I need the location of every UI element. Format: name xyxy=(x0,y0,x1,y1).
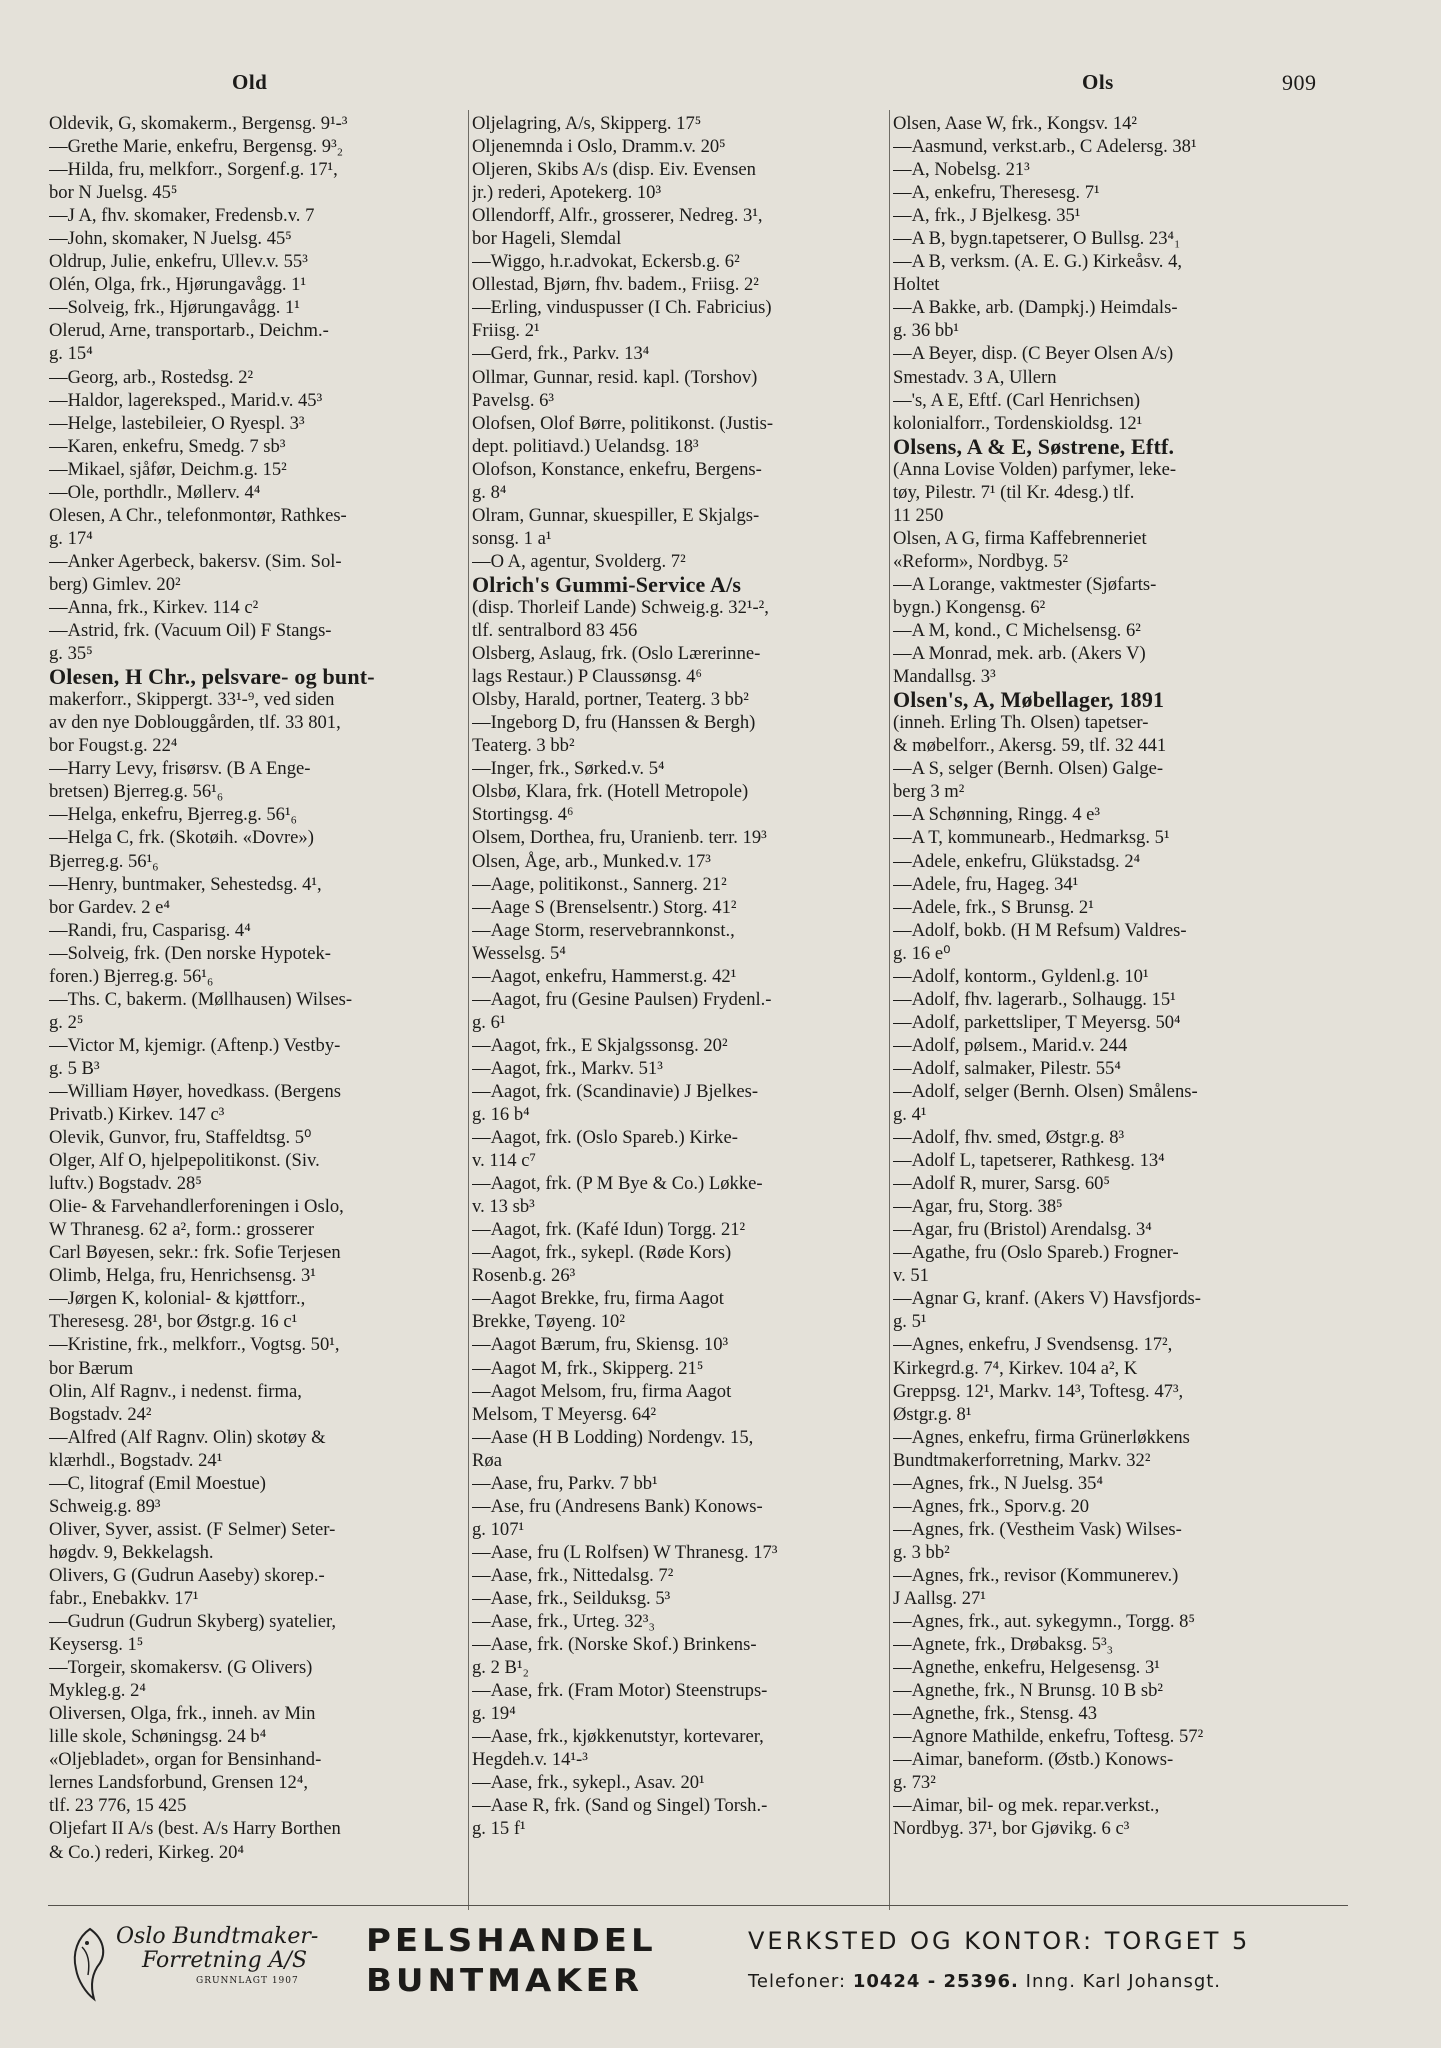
directory-entry-line: Privatb.) Kirkev. 147 c³ xyxy=(49,1104,225,1126)
directory-entry-line: —A, frk., J Bjelkesg. 35¹ xyxy=(893,205,1081,227)
directory-entry-line: Bogstadv. 24² xyxy=(49,1403,152,1425)
directory-entry-line: —Adolf, kontorm., Gyldenl.g. 10¹ xyxy=(893,965,1149,987)
directory-entry-line: —Harry Levy, frisørsv. (B A Enge- xyxy=(49,758,311,780)
directory-entry-line: —Agnes, frk., aut. sykegymn., Torgg. 8⁵ xyxy=(893,1611,1195,1633)
directory-entry-line: Olrich's Gummi-Service A/s xyxy=(472,571,742,597)
directory-entry-line: Holtet xyxy=(893,274,940,296)
directory-entry-line: —Aagot, frk. (Scandinavie) J Bjelkes- xyxy=(472,1080,759,1102)
directory-entry-line: —C, litograf (Emil Moestue) xyxy=(49,1472,266,1494)
directory-entry-line: —Aagot Bærum, fru, Skiensg. 10³ xyxy=(472,1334,729,1356)
directory-entry-line: tlf. sentralbord 83 456 xyxy=(472,620,638,642)
directory-entry-line: —Agnar G, kranf. (Akers V) Havsfjords- xyxy=(893,1288,1201,1310)
directory-entry-line: Olivers, G (Gudrun Aaseby) skorep.- xyxy=(49,1564,325,1586)
directory-entry-line: —Adele, fru, Hageg. 34¹ xyxy=(893,873,1079,895)
directory-entry-line: foren.) Bjerreg.g. 56¹₆ xyxy=(49,965,214,987)
directory-entry-line: g. 16 e⁰ xyxy=(893,942,951,964)
logo-line-1: Oslo Bundtmaker- xyxy=(116,1924,319,1949)
directory-entry-line: Olin, Alf Ragnv., i nedenst. firma, xyxy=(49,1380,302,1402)
directory-entry-line: —A B, bygn.tapetserer, O Bullsg. 23⁴₁ xyxy=(893,228,1181,250)
directory-entry-line: g. 15⁴ xyxy=(49,343,93,365)
directory-entry-line: —Hilda, fru, melkforr., Sorgenf.g. 17¹, xyxy=(49,159,338,181)
directory-entry-line: Olofsen, Olof Børre, politikonst. (Justis- xyxy=(472,412,774,434)
directory-entry-line: —A T, kommunearb., Hedmarksg. 5¹ xyxy=(893,827,1170,849)
directory-entry-line: —Aase, frk., Nittedalsg. 7² xyxy=(472,1564,674,1586)
directory-entry-line: Olsem, Dorthea, fru, Uranienb. terr. 19³ xyxy=(472,827,767,849)
directory-entry-line: Keysersg. 1⁵ xyxy=(49,1634,144,1656)
directory-entry-line: lille skole, Schøningsg. 24 b⁴ xyxy=(49,1726,267,1748)
directory-entry-line: —Helga C, frk. (Skotøih. «Dovre») xyxy=(49,827,314,849)
directory-entry-line: høgdv. 9, Bekkelagsh. xyxy=(49,1541,214,1563)
directory-entry-line: —Ase, fru (Andresens Bank) Konows- xyxy=(472,1495,763,1517)
directory-entry-line: —Agnethe, frk., Stensg. 43 xyxy=(893,1703,1097,1725)
directory-entry-line: Kirkegrd.g. 7⁴, Kirkev. 104 a², K xyxy=(893,1357,1138,1379)
directory-entry-line: —Agnete, frk., Drøbaksg. 5³₃ xyxy=(893,1634,1114,1656)
directory-entry-line: Olsens, A & E, Søstrene, Eftf. xyxy=(893,433,1175,459)
directory-entry-line: sonsg. 1 a¹ xyxy=(472,527,552,549)
directory-entry-line: Ollendorff, Alfr., grosserer, Nedreg. 3¹, xyxy=(472,205,763,227)
directory-entry-line: v. 51 xyxy=(893,1265,929,1287)
directory-entry-line: —Aasmund, verkst.arb., C Adelersg. 38¹ xyxy=(893,136,1197,158)
directory-entry-line: —Agnes, frk., N Juelsg. 35⁴ xyxy=(893,1472,1103,1494)
directory-entry-line: —Aase, fru (L Rolfsen) W Thranesg. 17³ xyxy=(472,1541,778,1563)
directory-entry-line: —Karen, enkefru, Smedg. 7 sb³ xyxy=(49,435,286,457)
directory-entry-line: —Wiggo, h.r.advokat, Eckersb.g. 6² xyxy=(472,251,740,273)
directory-entry-line: Østgr.g. 8¹ xyxy=(893,1403,972,1425)
directory-column-1 xyxy=(49,112,481,1864)
directory-entry-line: g. 2 B¹₂ xyxy=(472,1657,529,1679)
directory-entry-line: —Aimar, bil- og mek. repar.verkst., xyxy=(893,1795,1160,1817)
directory-entry-line: Theresesg. 28¹, bor Østgr.g. 16 c¹ xyxy=(49,1311,298,1333)
directory-entry-line: —Adolf, selger (Bernh. Olsen) Smålens- xyxy=(893,1080,1198,1102)
directory-entry-line: g. 3 bb² xyxy=(893,1541,950,1563)
directory-entry-line: —A, Nobelsg. 21³ xyxy=(893,159,1030,181)
directory-entry-line: —A Schønning, Ringg. 4 e³ xyxy=(893,804,1101,826)
advert-pelshandel: PELSHANDEL xyxy=(366,1922,657,1960)
directory-entry-line: —Adolf, salmaker, Pilestr. 55⁴ xyxy=(893,1057,1121,1079)
directory-entry-line: —Helga, enkefru, Bjerreg.g. 56¹₆ xyxy=(49,804,298,826)
directory-entry-line: tlf. 23 776, 15 425 xyxy=(49,1795,187,1817)
directory-entry-line: bor Hageli, Slemdal xyxy=(472,228,622,250)
directory-entry-line: g. 17⁴ xyxy=(49,527,93,549)
directory-entry-line: Olimb, Helga, fru, Henrichsensg. 3¹ xyxy=(49,1265,316,1287)
directory-entry-line: —Erling, vinduspusser (I Ch. Fabricius) xyxy=(472,297,772,319)
directory-entry-line: —Agnethe, frk., N Brunsg. 10 B sb² xyxy=(893,1680,1163,1702)
advert-phone-line xyxy=(748,1971,1221,1992)
directory-entry-line: luftv.) Bogstadv. 28⁵ xyxy=(49,1173,202,1195)
directory-entry-line: —J A, fhv. skomaker, Fredensb.v. 7 xyxy=(49,205,315,227)
directory-entry-line: —Adele, enkefru, Glükstadsg. 2⁴ xyxy=(893,850,1141,872)
directory-entry-line: Bundtmakerforretning, Markv. 32² xyxy=(893,1449,1151,1471)
directory-entry-line: —Gerd, frk., Parkv. 13⁴ xyxy=(472,343,650,365)
entrance-note: Inng. Karl Johansgt. xyxy=(1025,1971,1222,1992)
advert-address: VERKSTED OG KONTOR: TORGET 5 xyxy=(748,1927,1251,1955)
directory-entry-line: Oldrup, Julie, enkefru, Ullev.v. 55³ xyxy=(49,251,308,273)
directory-entry-line: lernes Landsforbund, Grensen 12⁴, xyxy=(49,1772,308,1794)
directory-entry-line: Oljefart II A/s (best. A/s Harry Borthen xyxy=(49,1818,341,1840)
directory-entry-line: g. 107¹ xyxy=(472,1518,525,1540)
directory-entry-line: Nordbyg. 37¹, bor Gjøvikg. 6 c³ xyxy=(893,1818,1130,1840)
directory-entry-line: g. 5¹ xyxy=(893,1311,927,1333)
directory-entry-line: —A M, kond., C Michelsensg. 6² xyxy=(893,620,1141,642)
directory-entry-line: —Agnes, frk. (Vestheim Vask) Wilses- xyxy=(893,1518,1182,1540)
directory-entry-line: bor Gardev. 2 e⁴ xyxy=(49,896,170,918)
header-right-word: Ols xyxy=(1082,70,1114,94)
directory-entry-line: —Aase, fru, Parkv. 7 bb¹ xyxy=(472,1472,658,1494)
directory-entry-line: —Aase, frk., Seilduksg. 5³ xyxy=(472,1588,671,1609)
directory-entry-line: jr.) rederi, Apotekerg. 10³ xyxy=(472,182,662,204)
directory-entry-line: lags Restaur.) P Claussønsg. 4⁶ xyxy=(472,666,702,688)
directory-entry-line: —Agar, fru (Bristol) Arendalsg. 3⁴ xyxy=(893,1219,1152,1241)
directory-entry-line: Olesen, H Chr., pelsvare- og bunt- xyxy=(49,664,375,690)
directory-entry-line: —Aase, frk. (Norske Skof.) Brinkens- xyxy=(472,1634,757,1656)
directory-entry-line: bygn.) Kongensg. 6² xyxy=(893,596,1046,618)
directory-entry-line: Ollmar, Gunnar, resid. kapl. (Torshov) xyxy=(472,366,758,388)
directory-entry-line: Olerud, Arne, transportarb., Deichm.- xyxy=(49,320,329,342)
directory-entry-line: —A Monrad, mek. arb. (Akers V) xyxy=(893,643,1146,665)
directory-entry-line: —Aimar, baneform. (Østb.) Konows- xyxy=(893,1749,1174,1771)
directory-entry-line: —Aagot M, frk., Skipperg. 21⁵ xyxy=(472,1357,704,1379)
directory-entry-line: —A Bakke, arb. (Dampkj.) Heimdals- xyxy=(893,297,1178,319)
directory-entry-line: —Aagot, enkefru, Hammerst.g. 42¹ xyxy=(472,965,737,987)
directory-column-3 xyxy=(893,112,1325,1841)
directory-entry-line: «Reform», Nordbyg. 5² xyxy=(893,550,1068,572)
directory-entry-line: —Aase (H B Lodding) Nordengv. 15, xyxy=(472,1426,754,1448)
directory-entry-line: —Aagot, frk. (Kafé Idun) Torgg. 21² xyxy=(472,1219,746,1241)
directory-entry-line: g. 35⁵ xyxy=(49,643,93,665)
directory-entry-line: —Adele, frk., S Brunsg. 2¹ xyxy=(893,896,1094,918)
directory-entry-line: Schweig.g. 89³ xyxy=(49,1495,161,1517)
directory-entry-line: —Adolf, fhv. lagerarb., Solhaugg. 15¹ xyxy=(893,988,1176,1010)
directory-entry-line: —Agar, fru, Storg. 38⁵ xyxy=(893,1196,1063,1218)
directory-entry-line: Carl Bøyesen, sekr.: frk. Sofie Terjesen xyxy=(49,1242,341,1264)
directory-entry-line: —'s, A E, Eftf. (Carl Henrichsen) xyxy=(893,389,1141,411)
logo-line-2: Forretning A/S xyxy=(142,1948,308,1973)
directory-entry-line: «Oljebladet», organ for Bensinhand- xyxy=(49,1749,322,1771)
directory-entry-line: g. 2⁵ xyxy=(49,1011,84,1033)
directory-entry-line: —Agnes, enkefru, firma Grünerløkkens xyxy=(893,1426,1190,1448)
directory-entry-line: —Solveig, frk., Hjørungavågg. 1¹ xyxy=(49,297,300,319)
directory-entry-line: Oljeren, Skibs A/s (disp. Eiv. Evensen xyxy=(472,159,756,181)
directory-entry-line: Olsen, A G, firma Kaffebrenneriet xyxy=(893,527,1147,549)
directory-entry-line: Olram, Gunnar, skuespiller, E Skjalgs- xyxy=(472,504,760,526)
directory-entry-line: tøy, Pilestr. 7¹ (til Kr. 4desg.) tlf. xyxy=(893,481,1135,503)
directory-entry-line: —Aase, frk., kjøkkenutstyr, kortevarer, xyxy=(472,1726,764,1748)
directory-entry-line: Olsen's, A, Møbellager, 1891 xyxy=(893,687,1165,713)
directory-entry-line: —John, skomaker, N Juelsg. 45⁵ xyxy=(49,228,292,250)
directory-entry-line: —A Beyer, disp. (C Beyer Olsen A/s) xyxy=(893,343,1174,365)
directory-entry-line: kolonialforr., Tordenskioldsg. 12¹ xyxy=(893,412,1143,434)
directory-entry-line: Olén, Olga, frk., Hjørungavågg. 1¹ xyxy=(49,274,307,296)
fox-logo-icon xyxy=(60,1923,120,2003)
directory-entry-line: —Victor M, kjemigr. (Aftenp.) Vestby- xyxy=(49,1034,341,1056)
directory-entry-line: J Aallsg. 27¹ xyxy=(893,1588,986,1609)
directory-entry-line: —A S, selger (Bernh. Olsen) Galge- xyxy=(893,758,1164,780)
directory-entry-line: —Astrid, frk. (Vacuum Oil) F Stangs- xyxy=(49,620,332,642)
directory-entry-line: Friisg. 2¹ xyxy=(472,320,540,342)
directory-entry-line: berg 3 m² xyxy=(893,781,965,803)
directory-entry-line: —Adolf R, murer, Sarsg. 60⁵ xyxy=(893,1173,1110,1195)
directory-entry-line: —Adolf L, tapetserer, Rathkesg. 13⁴ xyxy=(893,1150,1165,1172)
directory-entry-line: Brekke, Tøyeng. 10² xyxy=(472,1311,625,1333)
directory-entry-line: —Gudrun (Gudrun Skyberg) syatelier, xyxy=(49,1611,337,1633)
directory-entry-line: —Ths. C, bakerm. (Møllhausen) Wilses- xyxy=(49,988,353,1010)
directory-entry-line: —Alfred (Alf Ragnv. Olin) skotøy & xyxy=(49,1426,326,1448)
directory-entry-line: Oliver, Syver, assist. (F Selmer) Seter- xyxy=(49,1518,336,1540)
directory-entry-line: —Kristine, frk., melkforr., Vogtsg. 50¹, xyxy=(49,1334,340,1356)
directory-entry-line: —A, enkefru, Theresesg. 7¹ xyxy=(893,182,1100,204)
directory-entry-line: Teaterg. 3 bb² xyxy=(472,735,575,757)
directory-entry-line: —Anna, frk., Kirkev. 114 c² xyxy=(49,596,259,618)
directory-entry-line: —Grethe Marie, enkefru, Bergensg. 9³₂ xyxy=(49,136,344,158)
directory-entry-line: —Aase R, frk. (Sand og Singel) Torsh.- xyxy=(472,1795,768,1817)
directory-entry-line: Melsom, T Meyersg. 64² xyxy=(472,1403,657,1425)
directory-entry-line: —Aagot, frk., sykepl. (Røde Kors) xyxy=(472,1242,732,1264)
directory-entry-line: dept. politiavd.) Uelandsg. 18³ xyxy=(472,435,699,457)
directory-entry-line: Olsbø, Klara, frk. (Hotell Metropole) xyxy=(472,781,749,803)
directory-entry-line: Røa xyxy=(472,1449,502,1471)
directory-entry-line: bor Bærum xyxy=(49,1357,134,1379)
directory-entry-line: Ollestad, Bjørn, fhv. badem., Friisg. 2² xyxy=(472,274,759,296)
directory-entry-line: —Adolf, parkettsliper, T Meyersg. 50⁴ xyxy=(893,1011,1181,1033)
directory-entry-line: —Adolf, fhv. smed, Østgr.g. 8³ xyxy=(893,1127,1125,1149)
directory-entry-line: —A Lorange, vaktmester (Sjøfarts- xyxy=(893,573,1157,595)
directory-entry-line: Oljelagring, A/s, Skipperg. 17⁵ xyxy=(472,113,702,134)
directory-column-2 xyxy=(472,112,904,1841)
directory-entry-line: —Helge, lastebileier, O Ryespl. 3³ xyxy=(49,412,305,434)
directory-entry-line: g. 4¹ xyxy=(893,1104,927,1126)
directory-entry-line: —Aagot, fru (Gesine Paulsen) Frydenl.- xyxy=(472,988,772,1010)
directory-entry-line: (disp. Thorleif Lande) Schweig.g. 32¹-², xyxy=(472,596,769,618)
directory-entry-line: Olofson, Konstance, enkefru, Bergens- xyxy=(472,458,762,480)
directory-entry-line: Smestadv. 3 A, Ullern xyxy=(893,366,1057,388)
directory-entry-line: —Haldor, lagereksped., Marid.v. 45³ xyxy=(49,389,323,411)
directory-entry-line: —Adolf, bokb. (H M Refsum) Valdres- xyxy=(893,919,1187,941)
directory-entry-line: Hegdeh.v. 14¹-³ xyxy=(472,1749,588,1771)
directory-entry-line: (inneh. Erling Th. Olsen) tapetser- xyxy=(893,712,1149,734)
directory-entry-line: (Anna Lovise Volden) parfymer, leke- xyxy=(893,458,1177,480)
directory-entry-line: Olsby, Harald, portner, Teaterg. 3 bb² xyxy=(472,689,749,711)
directory-entry-line: —Ingeborg D, fru (Hanssen & Bergh) xyxy=(472,712,756,734)
directory-entry-line: —Aagot, frk. (P M Bye & Co.) Løkke- xyxy=(472,1173,763,1195)
directory-entry-line: —Agnore Mathilde, enkefru, Toftesg. 57² xyxy=(893,1726,1204,1748)
directory-entry-line: —Ole, porthdlr., Møllerv. 4⁴ xyxy=(49,481,261,503)
directory-entry-line: —A B, verksm. (A. E. G.) Kirkeåsv. 4, xyxy=(893,251,1183,273)
directory-entry-line: —Aagot Brekke, fru, firma Aagot xyxy=(472,1288,724,1310)
page-number: 909 xyxy=(1282,70,1317,95)
directory-entry-line: bor Fougst.g. 22⁴ xyxy=(49,735,178,757)
directory-entry-line: —O A, agentur, Svolderg. 7² xyxy=(472,550,686,572)
directory-entry-line: Olsberg, Aslaug, frk. (Oslo Lærerinne- xyxy=(472,643,761,665)
directory-entry-line: Bjerreg.g. 56¹₆ xyxy=(49,850,159,872)
directory-entry-line: makerforr., Skippergt. 33¹-⁹, ved siden xyxy=(49,689,335,711)
directory-entry-line: —Agathe, fru (Oslo Spareb.) Frogner- xyxy=(893,1242,1179,1264)
directory-entry-line: Oldevik, G, skomakerm., Bergensg. 9¹-³ xyxy=(49,113,348,134)
directory-entry-line: bor N Juelsg. 45⁵ xyxy=(49,182,178,204)
directory-entry-line: Olie- & Farvehandlerforeningen i Oslo, xyxy=(49,1196,344,1218)
directory-entry-line: —Aage, politikonst., Sannerg. 21² xyxy=(472,873,727,895)
phone-numbers: 10424 - 25396. xyxy=(852,1971,1019,1992)
header-left-word: Old xyxy=(232,70,268,94)
directory-entry-line: —Agnes, frk., Sporv.g. 20 xyxy=(893,1495,1090,1517)
directory-entry-line: Olsen, Åge, arb., Munked.v. 17³ xyxy=(472,850,711,872)
directory-entry-line: —Aagot, frk. (Oslo Spareb.) Kirke- xyxy=(472,1127,738,1149)
directory-entry-line: —Inger, frk., Sørked.v. 5⁴ xyxy=(472,758,665,780)
directory-entry-line: —Mikael, sjåfør, Deichm.g. 15² xyxy=(49,458,287,480)
directory-entry-line: —Aagot, frk., E Skjalgssonsg. 20² xyxy=(472,1034,728,1056)
directory-entry-line: g. 19⁴ xyxy=(472,1703,516,1725)
directory-entry-line: g. 36 bb¹ xyxy=(893,320,960,342)
directory-entry-line: —Aage S (Brenselsentr.) Storg. 41² xyxy=(472,896,737,918)
directory-entry-line: fabr., Enebakkv. 17¹ xyxy=(49,1588,199,1609)
directory-entry-line: —Aase, frk. (Fram Motor) Steenstrups- xyxy=(472,1680,768,1702)
directory-entry-line: Mykleg.g. 2⁴ xyxy=(49,1680,146,1702)
directory-entry-line: Pavelsg. 6³ xyxy=(472,389,555,411)
advert-logo-text xyxy=(116,1925,318,1993)
directory-entry-line: —Aase, frk., Urteg. 32³₃ xyxy=(472,1611,655,1633)
directory-entry-line: —Agnethe, enkefru, Helgesensg. 3¹ xyxy=(893,1657,1160,1679)
directory-entry-line: —Henry, buntmaker, Sehestedsg. 4¹, xyxy=(49,873,322,895)
directory-entry-line: g. 6¹ xyxy=(472,1011,506,1033)
directory-entry-line: g. 5 B³ xyxy=(49,1057,100,1079)
directory-entry-line: —Adolf, pølsem., Marid.v. 244 xyxy=(893,1034,1128,1056)
directory-entry-line: Olsen, Aase W, frk., Kongsv. 14² xyxy=(893,113,1138,134)
directory-entry-line: Oliversen, Olga, frk., inneh. av Min xyxy=(49,1703,316,1725)
logo-founded: GRUNNLAGT 1907 xyxy=(196,1976,299,1986)
phone-label: Telefoner: xyxy=(748,1971,847,1992)
directory-entry-line: —Georg, arb., Rostedsg. 2² xyxy=(49,366,254,388)
directory-entry-line: v. 13 sb³ xyxy=(472,1196,535,1218)
directory-entry-line: —Solveig, frk. (Den norske Hypotek- xyxy=(49,942,331,964)
directory-entry-line: & Co.) rederi, Kirkeg. 20⁴ xyxy=(49,1841,244,1863)
directory-entry-line: —Aagot Melsom, fru, firma Aagot xyxy=(472,1380,732,1402)
directory-entry-line: —Agnes, enkefru, J Svendsensg. 17², xyxy=(893,1334,1173,1356)
directory-entry-line: —Aage Storm, reservebrannkonst., xyxy=(472,919,735,941)
directory-entry-line: —Jørgen K, kolonial- & kjøttforr., xyxy=(49,1288,306,1310)
directory-entry-line: Mandallsg. 3³ xyxy=(893,666,996,688)
directory-entry-line: —Anker Agerbeck, bakersv. (Sim. Sol- xyxy=(49,550,342,572)
directory-entry-line: W Thranesg. 62 a², form.: grosserer xyxy=(49,1219,315,1241)
directory-entry-line: g. 73² xyxy=(893,1772,936,1794)
directory-entry-line: Rosenb.g. 26³ xyxy=(472,1265,576,1287)
directory-entry-line: 11 250 xyxy=(893,504,944,526)
directory-entry-line: —Aase, frk., sykepl., Asav. 20¹ xyxy=(472,1772,705,1794)
directory-entry-line: —Randi, fru, Casparisg. 4⁴ xyxy=(49,919,251,941)
advertisement xyxy=(48,1913,1353,2023)
directory-entry-line: Stortingsg. 4⁶ xyxy=(472,804,574,826)
advert-separator xyxy=(48,1905,1348,1906)
directory-entry-line: —Aagot, frk., Markv. 51³ xyxy=(472,1057,663,1079)
directory-entry-line: av den nye Doblouggården, tlf. 33 801, xyxy=(49,712,341,734)
directory-entry-line: Greppsg. 12¹, Markv. 14³, Toftesg. 47³, xyxy=(893,1380,1184,1402)
directory-entry-line: Olger, Alf O, hjelpepolitikonst. (Siv. xyxy=(49,1150,320,1172)
advert-buntmaker: BUNTMAKER xyxy=(366,1962,644,2000)
directory-entry-line: bretsen) Bjerreg.g. 56¹₆ xyxy=(49,781,224,803)
directory-entry-line: Olevik, Gunvor, fru, Staffeldtsg. 5⁰ xyxy=(49,1127,312,1149)
directory-entry-line: —Agnes, frk., revisor (Kommunerev.) xyxy=(893,1564,1179,1586)
directory-entry-line: v. 114 c⁷ xyxy=(472,1150,536,1172)
directory-entry-line: Oljenemnda i Oslo, Dramm.v. 20⁵ xyxy=(472,136,726,158)
directory-entry-line: g. 16 b⁴ xyxy=(472,1104,530,1126)
directory-entry-line: g. 8⁴ xyxy=(472,481,507,503)
directory-entry-line: —William Høyer, hovedkass. (Bergens xyxy=(49,1080,341,1102)
directory-entry-line: Wesselsg. 5⁴ xyxy=(472,942,566,964)
directory-entry-line: Olesen, A Chr., telefonmontør, Rathkes- xyxy=(49,504,347,526)
directory-entry-line: g. 15 f¹ xyxy=(472,1818,526,1840)
directory-entry-line: —Torgeir, skomakersv. (G Olivers) xyxy=(49,1657,313,1679)
directory-entry-line: berg) Gimlev. 20² xyxy=(49,573,181,595)
directory-entry-line: klærhdl., Bogstadv. 24¹ xyxy=(49,1449,223,1471)
directory-entry-line: & møbelforr., Akersg. 59, tlf. 32 441 xyxy=(893,735,1167,757)
